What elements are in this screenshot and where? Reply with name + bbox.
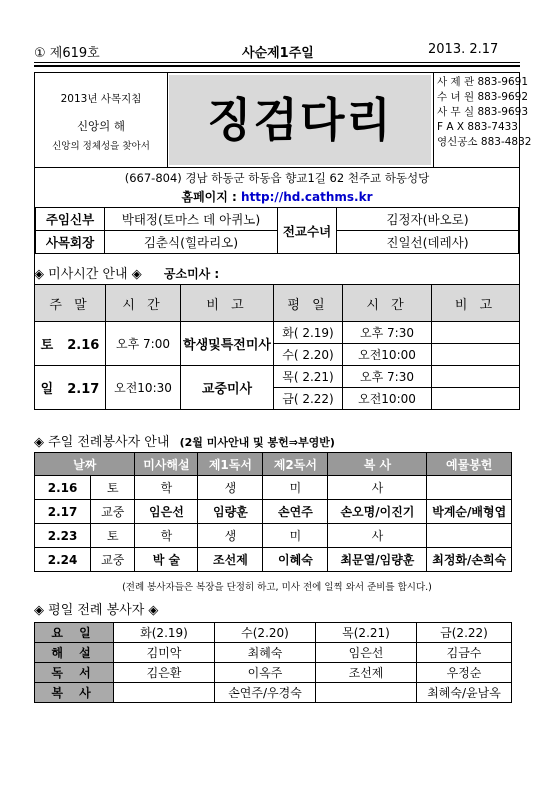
service-section-title: ◈ 주일 전례봉사자 안내 (2월 미사안내 및 봉헌⇒부영반) (34, 435, 335, 450)
svc-day: 교중 (91, 548, 135, 572)
service-note: (전례 봉사자들은 복장을 단정히 하고, 미사 전에 일찍 와서 준비를 합시다.) (122, 582, 432, 593)
contact-fax: F A X 883-7433 (437, 121, 518, 133)
contact-convent: 수 녀 원 883-9692 (437, 91, 528, 103)
svc-cell: 학 (135, 476, 198, 500)
guideline-motto: 신앙의 해 (76, 119, 126, 133)
wk-cell: 우정순 (417, 663, 512, 683)
contact-list (433, 73, 532, 167)
weekday-time: 오전10:00 (343, 344, 432, 366)
svc-header-altar: 복 사 (328, 453, 427, 476)
gongso-label: 공소미사 : (163, 267, 220, 281)
svc-offer: 최정화/손희숙 (427, 548, 512, 572)
svc-header-reading1: 제1독서 (198, 453, 263, 476)
wk-row-label: 해 설 (35, 643, 114, 663)
weekday-note (432, 322, 520, 344)
svc-cell: 미 (263, 524, 328, 548)
nun-name-1: 김정자(바오로) (337, 208, 519, 231)
weekend-time: 오후 7:00 (106, 322, 181, 366)
mass-header-weekend: 주 말 (35, 285, 106, 322)
priest-label: 주임신부 (36, 208, 105, 231)
wk-row-label: 독 서 (35, 663, 114, 683)
wk-cell: 이옥주 (215, 663, 316, 683)
council-label: 사목회장 (36, 231, 105, 254)
svc-cell: 최문열/임량훈 (328, 548, 427, 572)
header-rule (34, 62, 520, 63)
svc-cell: 조선제 (198, 548, 263, 572)
weekday-time: 오후 7:30 (343, 322, 432, 344)
svc-header-commentary: 미사해설 (135, 453, 198, 476)
weekday-date: 수( 2.20) (274, 344, 343, 366)
weekday-date: 목( 2.21) (274, 366, 343, 388)
issue-date: 2013. 2.17 (428, 42, 499, 57)
svc-header-reading2: 제2독서 (263, 453, 328, 476)
weekday-time: 오전10:00 (343, 388, 432, 410)
weekday-time: 오후 7:30 (343, 366, 432, 388)
wk-day-label: 요 일 (35, 623, 114, 643)
svc-day: 토 (91, 524, 135, 548)
mass-header-time-2: 시 간 (343, 285, 432, 322)
svc-cell: 생 (198, 476, 263, 500)
weekday-note (432, 344, 520, 366)
svc-day: 토 (91, 476, 135, 500)
wk-cell: 임은선 (316, 643, 417, 663)
bulletin-title: 징검다리 (169, 75, 431, 165)
mass-time-table (34, 284, 520, 410)
mass-section-title: ◈ 미사시간 안내 ◈ 공소미사 : (34, 267, 220, 282)
weekend-time: 오전10:30 (106, 366, 181, 410)
mass-header-time: 시 간 (106, 285, 181, 322)
priest-name: 박태정(토마스 데 아퀴노) (105, 208, 278, 231)
svc-cell: 생 (198, 524, 263, 548)
svc-cell: 임량훈 (198, 500, 263, 524)
contact-mission: 영신공소 883-4832 (437, 136, 532, 148)
service-subtitle: (2월 미사안내 및 봉헌⇒부영반) (179, 436, 335, 449)
svc-date: 2.24 (35, 548, 91, 572)
contact-rectory: 사 제 관 883-9691 (437, 76, 528, 88)
contact-office: 사 무 실 883-9693 (437, 106, 528, 118)
church-address: (667-804) 경남 하동군 하동읍 향교1길 62 천주교 하동성당 (35, 167, 519, 188)
svc-date: 2.23 (35, 524, 91, 548)
weekday-section-title: ◈ 평일 전례 봉사자 ◈ (34, 603, 159, 618)
wk-day: 금(2.22) (417, 623, 512, 643)
weekday-date: 금( 2.22) (274, 388, 343, 410)
wk-day: 화(2.19) (114, 623, 215, 643)
weekend-day-date: 일 2.17 (35, 366, 106, 410)
svc-cell: 손오명/이진기 (328, 500, 427, 524)
svc-offer (427, 476, 512, 500)
nun-label: 전교수녀 (278, 208, 337, 254)
svc-cell: 이혜숙 (263, 548, 328, 572)
homepage-link[interactable]: http://hd.cathms.kr (241, 190, 373, 204)
svc-cell: 사 (328, 476, 427, 500)
homepage-row (35, 187, 519, 207)
staff-table (35, 207, 519, 254)
wk-cell: 최혜숙 (215, 643, 316, 663)
wk-cell: 손연주/우경숙 (215, 683, 316, 703)
weekday-note (432, 388, 520, 410)
weekday-service-table (34, 622, 512, 703)
weekend-note: 학생및특전미사 (181, 322, 274, 366)
svc-cell: 미 (263, 476, 328, 500)
header-rule-thick (34, 65, 520, 67)
wk-day: 목(2.21) (316, 623, 417, 643)
svc-cell: 임은선 (135, 500, 198, 524)
mass-header-note: 비 고 (181, 285, 274, 322)
nun-name-2: 진일선(데레사) (337, 231, 519, 254)
weekend-day-date: 토 2.16 (35, 322, 106, 366)
council-name: 김춘식(힐라리오) (105, 231, 278, 254)
issue-number: ① 제619호 (34, 46, 100, 61)
masthead-guideline (35, 73, 168, 167)
wk-cell (114, 683, 215, 703)
mass-header-weekday: 평 일 (274, 285, 343, 322)
wk-cell: 김미악 (114, 643, 215, 663)
liturgical-week: 사순제1주일 (242, 46, 314, 61)
svc-cell: 학 (135, 524, 198, 548)
wk-cell: 김금수 (417, 643, 512, 663)
mass-header-note-2: 비 고 (432, 285, 520, 322)
svc-date: 2.17 (35, 500, 91, 524)
svc-cell: 박 술 (135, 548, 198, 572)
wk-cell: 조선제 (316, 663, 417, 683)
weekday-note (432, 366, 520, 388)
weekend-note: 교중미사 (181, 366, 274, 410)
wk-row-label: 복 사 (35, 683, 114, 703)
weekday-date: 화( 2.19) (274, 322, 343, 344)
svc-cell: 사 (328, 524, 427, 548)
wk-day: 수(2.20) (215, 623, 316, 643)
svc-header-offering: 예물봉헌 (427, 453, 512, 476)
guideline-year: 2013년 사목지침 (60, 93, 142, 105)
homepage-label: 홈페이지 : (181, 190, 237, 204)
svc-cell: 손연주 (263, 500, 328, 524)
svc-header-date: 날짜 (35, 453, 135, 476)
svc-offer: 박계순/배형엽 (427, 500, 512, 524)
svc-date: 2.16 (35, 476, 91, 500)
guideline-motto-sub: 신앙의 정체성을 찾아서 (52, 141, 150, 152)
wk-cell: 최혜숙/윤남옥 (417, 683, 512, 703)
wk-cell: 김은환 (114, 663, 215, 683)
service-table (34, 452, 512, 572)
svc-offer (427, 524, 512, 548)
wk-cell (316, 683, 417, 703)
svc-day: 교중 (91, 500, 135, 524)
